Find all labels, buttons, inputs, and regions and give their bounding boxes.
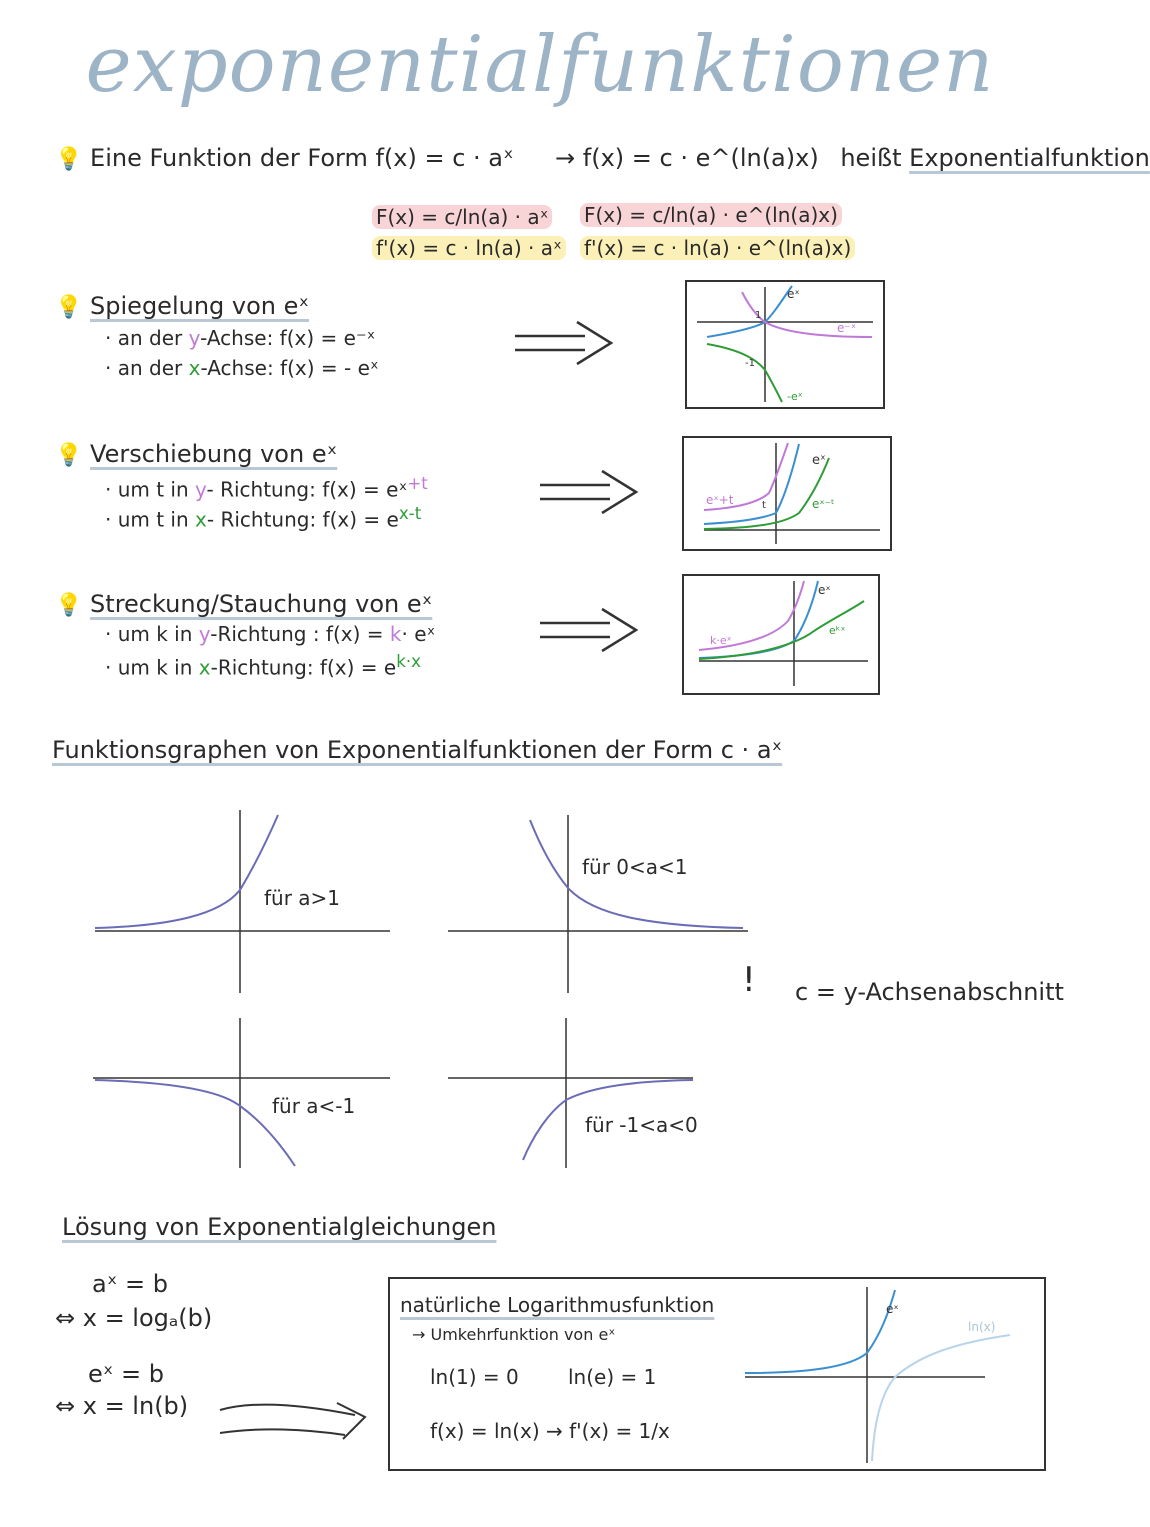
- curved-arrow-icon: [215, 1395, 375, 1445]
- graph-label-a-lt-m1: für a<-1: [272, 1094, 356, 1118]
- spiegelung-line-2: · an der x-Achse: f(x) = - eˣ: [105, 356, 379, 380]
- graph-a-gt-1: [90, 810, 395, 995]
- svg-text:eᵏˣ: eᵏˣ: [829, 624, 846, 637]
- spiegelung-line-1: · an der y-Achse: f(x) = e⁻ˣ: [105, 326, 376, 350]
- ln-value-1: ln(1) = 0: [430, 1365, 519, 1389]
- lightbulb-icon: 💡: [55, 295, 83, 320]
- antiderivative-left: F(x) = c/ln(a) · aˣ: [372, 205, 552, 229]
- note-y-intercept: c = y-Achsenabschnitt: [795, 978, 1064, 1006]
- svg-text:ln(x): ln(x): [968, 1320, 996, 1334]
- svg-text:eˣ+t: eˣ+t: [706, 493, 734, 507]
- definition-alt-form: f(x) = c · e^(ln(a)x): [582, 144, 819, 172]
- verschiebung-graph: [682, 436, 892, 551]
- equation-2-solution: ⇔ x = ln(b): [55, 1392, 189, 1420]
- streckung-graph: [682, 574, 880, 695]
- definition-intro: Eine Funktion der Form f(x) = c · aˣ: [90, 144, 514, 172]
- note-exclamation: !: [742, 960, 756, 1000]
- ln-box: [388, 1277, 1046, 1471]
- graph-label-a-gt-1: für a>1: [264, 886, 341, 910]
- graph-0-a-1: [448, 810, 753, 995]
- svg-text:eˣ: eˣ: [818, 583, 831, 597]
- ln-graph: [740, 1285, 1040, 1465]
- lightbulb-icon: 💡: [55, 593, 83, 618]
- streckung-heading: 💡 Streckung/Stauchung von eˣ: [55, 590, 433, 618]
- double-arrow-icon: [515, 318, 615, 368]
- loesung-heading: Lösung von Exponentialgleichungen: [62, 1213, 497, 1241]
- equation-1: aˣ = b: [92, 1270, 168, 1298]
- svg-text:e⁻ˣ: e⁻ˣ: [837, 321, 857, 335]
- spiegelung-graph: [685, 280, 885, 409]
- svg-text:eˣ⁻ᵗ: eˣ⁻ᵗ: [812, 497, 835, 511]
- antiderivative-right: F(x) = c/ln(a) · e^(ln(a)x): [580, 203, 842, 227]
- graph-label-m1-a-0: für -1<a<0: [585, 1113, 698, 1137]
- ln-sub: → Umkehrfunktion von eˣ: [412, 1325, 616, 1344]
- ln-heading: natürliche Logarithmusfunktion: [400, 1293, 715, 1317]
- definition-suffix: heißt: [840, 144, 902, 172]
- definition-line: [55, 144, 514, 172]
- svg-text:eˣ: eˣ: [886, 1302, 899, 1316]
- equation-1-solution: ⇔ x = logₐ(b): [55, 1304, 213, 1332]
- svg-text:eˣ: eˣ: [812, 453, 826, 468]
- verschiebung-line-2: · um t in x- Richtung: $f(x) = e^{x-t}$: [105, 504, 422, 532]
- svg-text:t: t: [762, 500, 766, 511]
- page-title: exponentialfunktionen: [85, 20, 995, 110]
- svg-text:k·eˣ: k·eˣ: [710, 634, 732, 647]
- ln-value-e: ln(e) = 1: [568, 1365, 657, 1389]
- svg-text:1: 1: [755, 310, 762, 321]
- verschiebung-heading: 💡 Verschiebung von eˣ: [55, 440, 338, 468]
- equation-2: eˣ = b: [88, 1360, 165, 1388]
- streckung-line-1: · um k in y-Richtung : f(x) = k· eˣ: [105, 622, 436, 646]
- derivative-right: f'(x) = c · ln(a) · e^(ln(a)x): [580, 236, 855, 260]
- derivative-left: f'(x) = c · ln(a) · aˣ: [372, 236, 566, 260]
- svg-text:-eˣ: -eˣ: [787, 390, 803, 403]
- spiegelung-heading: 💡 Spiegelung von eˣ: [55, 292, 310, 320]
- definition-alt: [555, 144, 1150, 172]
- svg-text:-1: -1: [745, 358, 755, 369]
- graph-label-0-a-1: für 0<a<1: [582, 855, 688, 879]
- ln-derivative: f(x) = ln(x) → f'(x) = 1/x: [430, 1419, 670, 1443]
- lightbulb-icon: 💡: [55, 147, 83, 172]
- graph-m1-a-0: [448, 1018, 753, 1170]
- svg-text:eˣ: eˣ: [787, 287, 800, 301]
- streckung-line-2: · um k in x-Richtung: $f(x) = e^{k\cdot x}$: [105, 652, 422, 680]
- arrow-right-icon: →: [555, 144, 576, 172]
- double-arrow-icon: [540, 605, 640, 655]
- verschiebung-line-1: · um t in y- Richtung: f(x) = eˣ$^{+t}$: [105, 474, 428, 502]
- graphs-heading: Funktionsgraphen von Exponentialfunktionen der Form c · aˣ: [52, 736, 783, 764]
- double-arrow-icon: [540, 467, 640, 517]
- lightbulb-icon: 💡: [55, 443, 83, 468]
- definition-term: Exponentialfunktion: [909, 144, 1150, 172]
